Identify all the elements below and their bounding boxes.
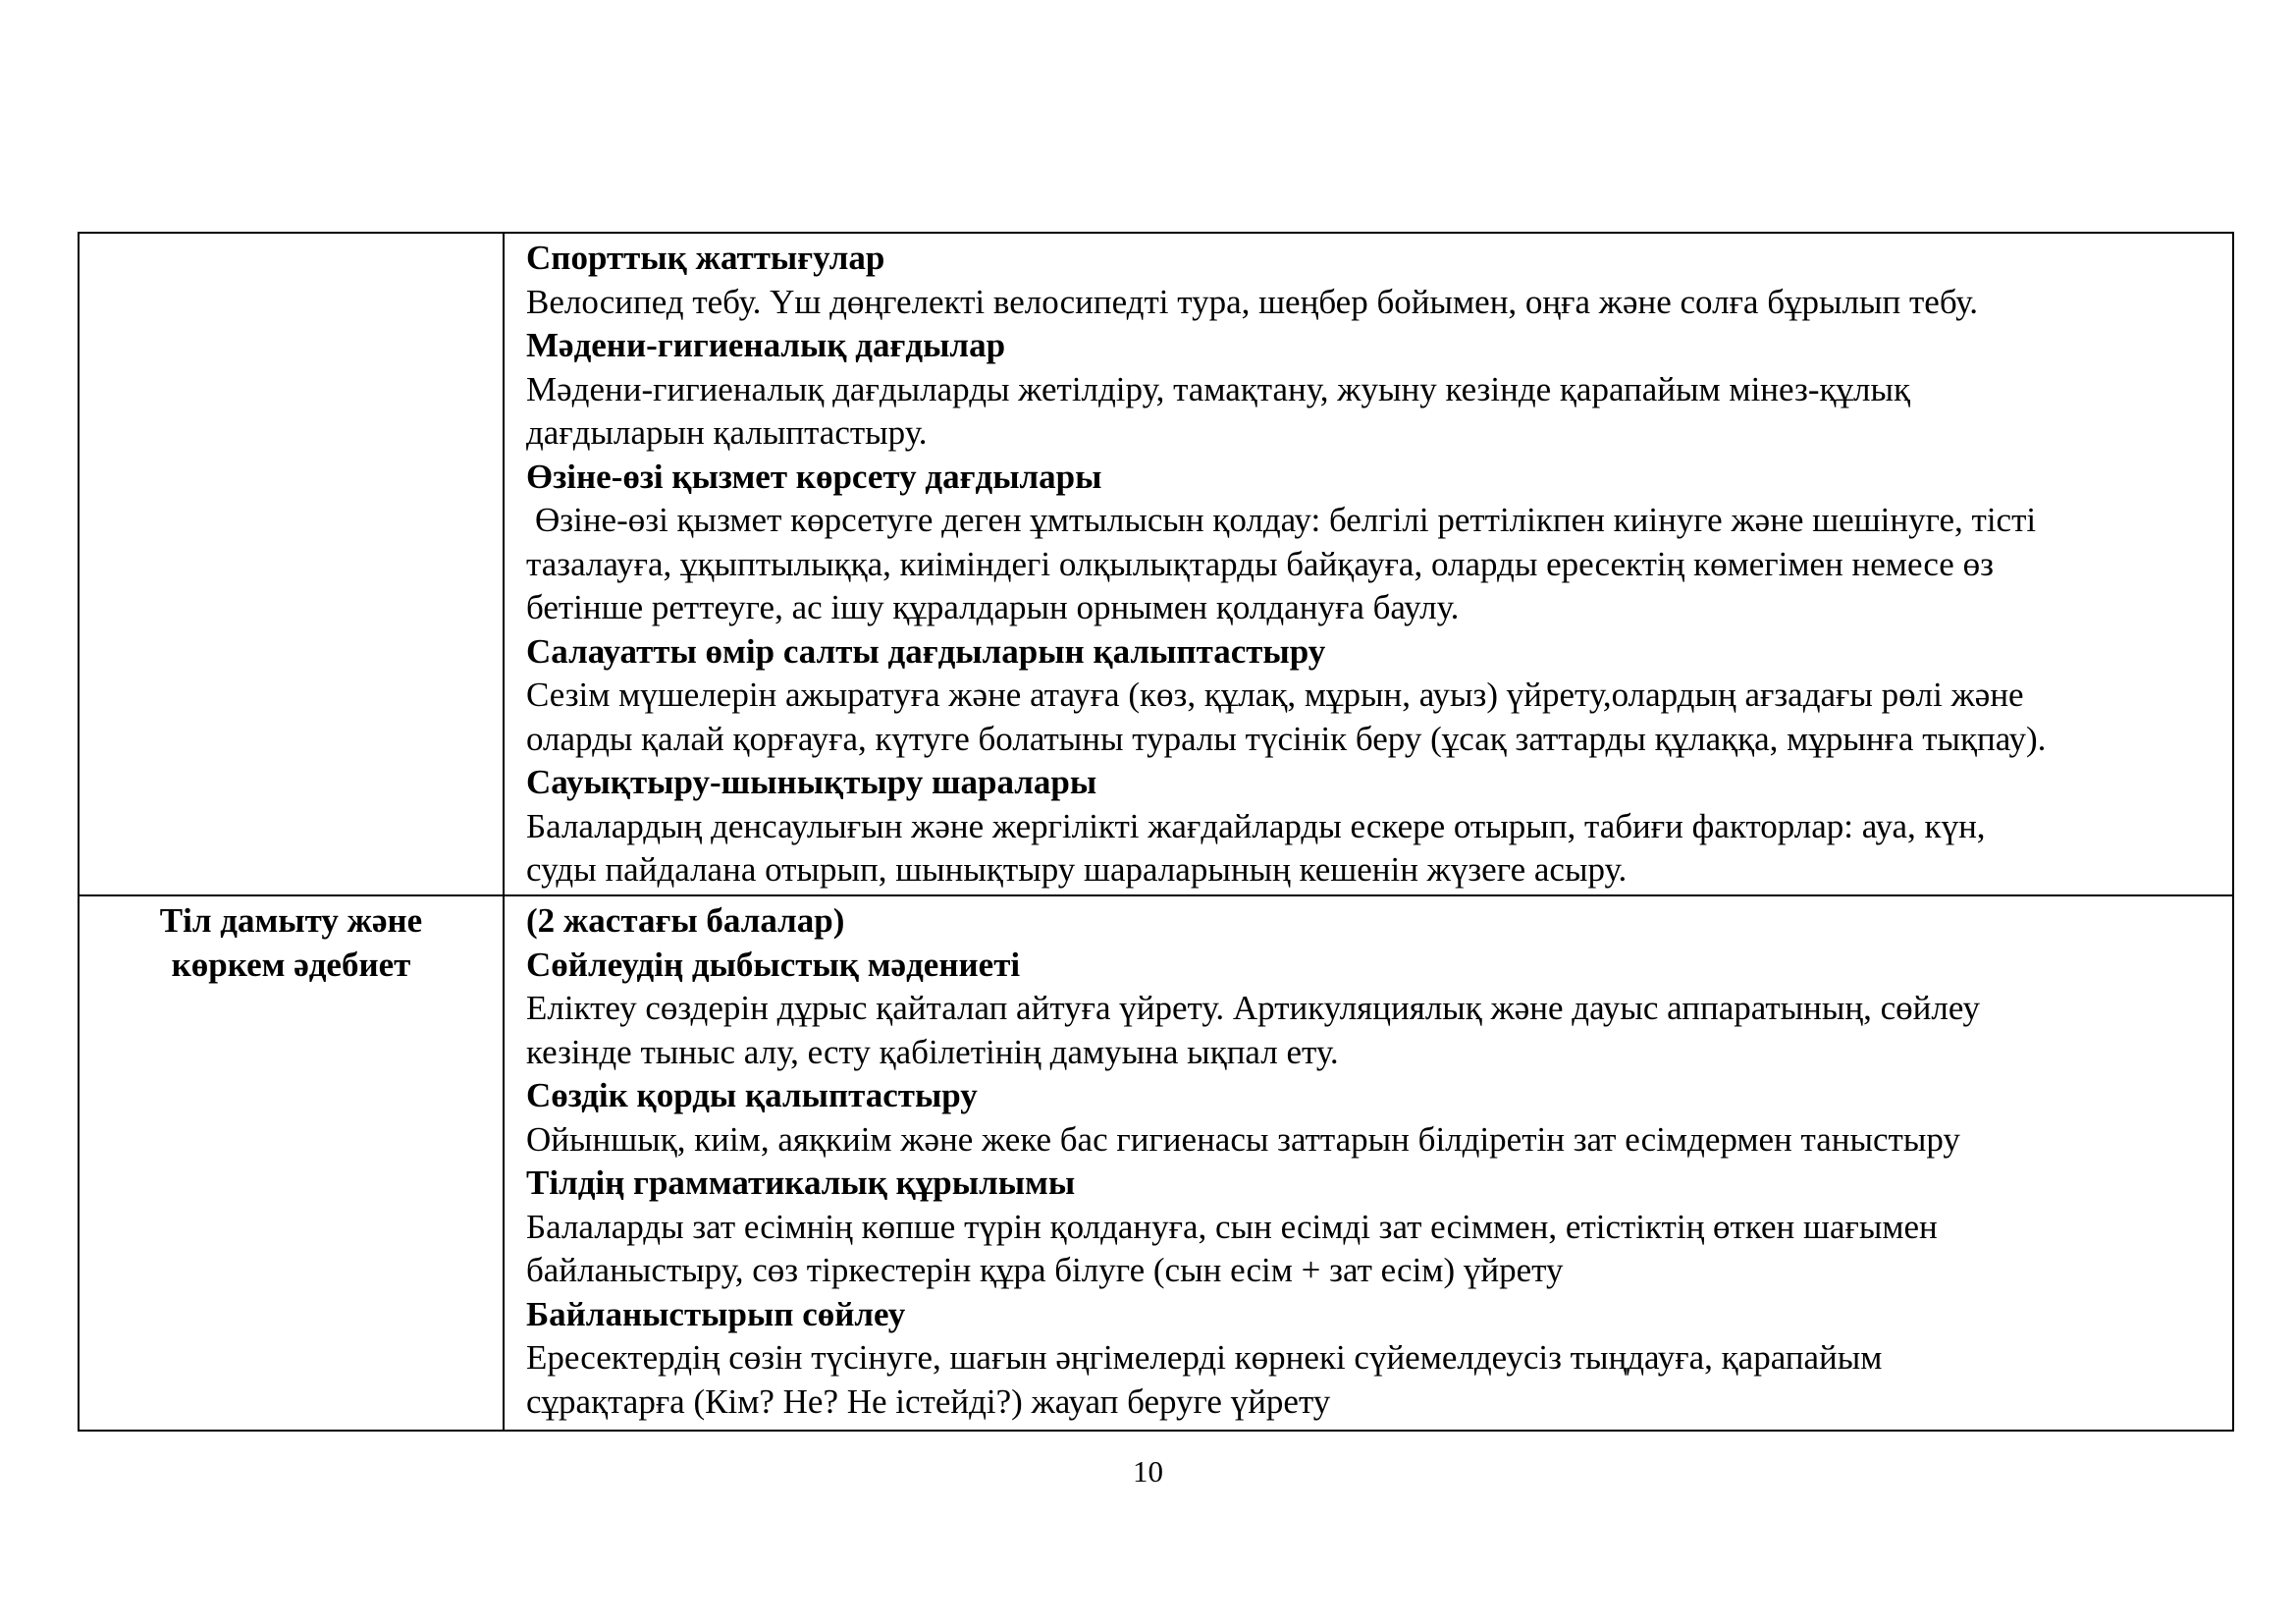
table-row bbox=[79, 233, 2233, 895]
body-text-line: оларды қалай қорғауға, күтуге болатыны туралы түсінік беру (ұсақ заттарды құлаққа, мұрынға тықпау). bbox=[526, 719, 2047, 758]
section-heading: Спорттық жаттығулар bbox=[526, 239, 885, 277]
row2-content-cell bbox=[504, 895, 2233, 1431]
body-text-line: тазалауға, ұқыптылыққа, киіміндегі олқылықтарды байқауға, оларды ересектің көмегімен немесе өз bbox=[526, 544, 1994, 583]
body-text-line: Балаларды зат есімнің көпше түрін қолдануға, сын есімді зат есіммен, етістіктің өткен шағымен bbox=[526, 1207, 1938, 1246]
body-text-line: Ойыншық, киім, аяқкиім және жеке бас гигиенасы заттарын білдіретін зат есімдермен таныстыру bbox=[526, 1119, 1960, 1159]
body-text-line: суды пайдалана отырып, шынықтыру шараларының кешенін жүзеге асыру. bbox=[526, 850, 1628, 889]
row1-content-cell bbox=[504, 233, 2233, 895]
row2-left-cell bbox=[79, 895, 504, 1431]
body-text-line: Мәдени-гигиеналық дағдыларды жетілдіру, тамақтану, жуыну кезінде қарапайым мінез-құлық bbox=[526, 369, 1910, 408]
body-text-line: Сезім мүшелерін ажыратуға және атауға (көз, құлақ, мұрын, ауыз) үйрету,олардың ағзадағы рөлі және bbox=[526, 676, 2024, 714]
section-heading: Салауатты өмір салты дағдыларын қалыптастыру bbox=[526, 631, 1326, 671]
section-heading: Сауықтыру-шынықтыру шаралары bbox=[526, 763, 1097, 801]
section-heading: Тілдің грамматикалық құрылымы bbox=[526, 1164, 1076, 1202]
body-text-line: кезінде тыныс алу, есту қабілетінің дамуына ықпал ету. bbox=[526, 1032, 1339, 1071]
curriculum-table bbox=[78, 232, 2234, 1432]
body-text-line: сұрақтарға (Кім? Не? Не істейді?) жауап беруге үйрету bbox=[526, 1381, 1331, 1421]
section-title-line: Тіл дамыту және bbox=[159, 901, 423, 940]
body-text-line: дағдыларын қалыптастыру. bbox=[526, 413, 928, 452]
section-heading: Байланыстырып сөйлеу bbox=[526, 1294, 906, 1333]
section-heading: (2 жастағы балалар) bbox=[526, 901, 845, 940]
section-title-line: көркем әдебиет bbox=[171, 945, 411, 984]
body-text-line: Велосипед тебу. Үш дөңгелекті велосипедті тура, шеңбер бойымен, оңға және солға бұрылып тебу. bbox=[526, 282, 1979, 321]
row1-left-cell bbox=[79, 233, 504, 895]
body-text-line: Ересектердің сөзін түсінуге, шағын әңгімелерді көрнекі сүйемелдеусіз тыңдауға, қарапайым bbox=[526, 1338, 1883, 1377]
body-text-line: байланыстыру, сөз тіркестерін құра білуге (сын есім + зат есім) үйрету bbox=[526, 1251, 1564, 1289]
page-number: 10 bbox=[1133, 1454, 1163, 1489]
section-heading: Мәдени-гигиеналық дағдылар bbox=[526, 326, 1006, 364]
body-text-line: Балалардың денсаулығын және жергілікті жағдайларды ескере отырып, табиғи факторлар: ауа, күн, bbox=[526, 806, 1986, 845]
body-text-line: Еліктеу сөздерін дұрыс қайталап айтуға үйрету. Артикуляциялық және дауыс аппаратының, сөйлеу bbox=[526, 989, 1981, 1027]
body-text-line: Өзіне-өзі қызмет көрсетуге деген ұмтылысын қолдау: белгілі реттілікпен киінуге және шешінуге, тісті bbox=[535, 501, 2037, 539]
table-row bbox=[79, 895, 2233, 1431]
body-text-line: бетінше реттеуге, ас ішу құралдарын орнымен қолдануға баулу. bbox=[526, 588, 1460, 626]
section-heading: Сөйлеудің дыбыстық мәдениеті bbox=[526, 945, 1021, 984]
section-heading: Өзіне-өзі қызмет көрсету дағдылары bbox=[526, 457, 1102, 496]
section-heading: Сөздік қорды қалыптастыру bbox=[526, 1076, 978, 1114]
